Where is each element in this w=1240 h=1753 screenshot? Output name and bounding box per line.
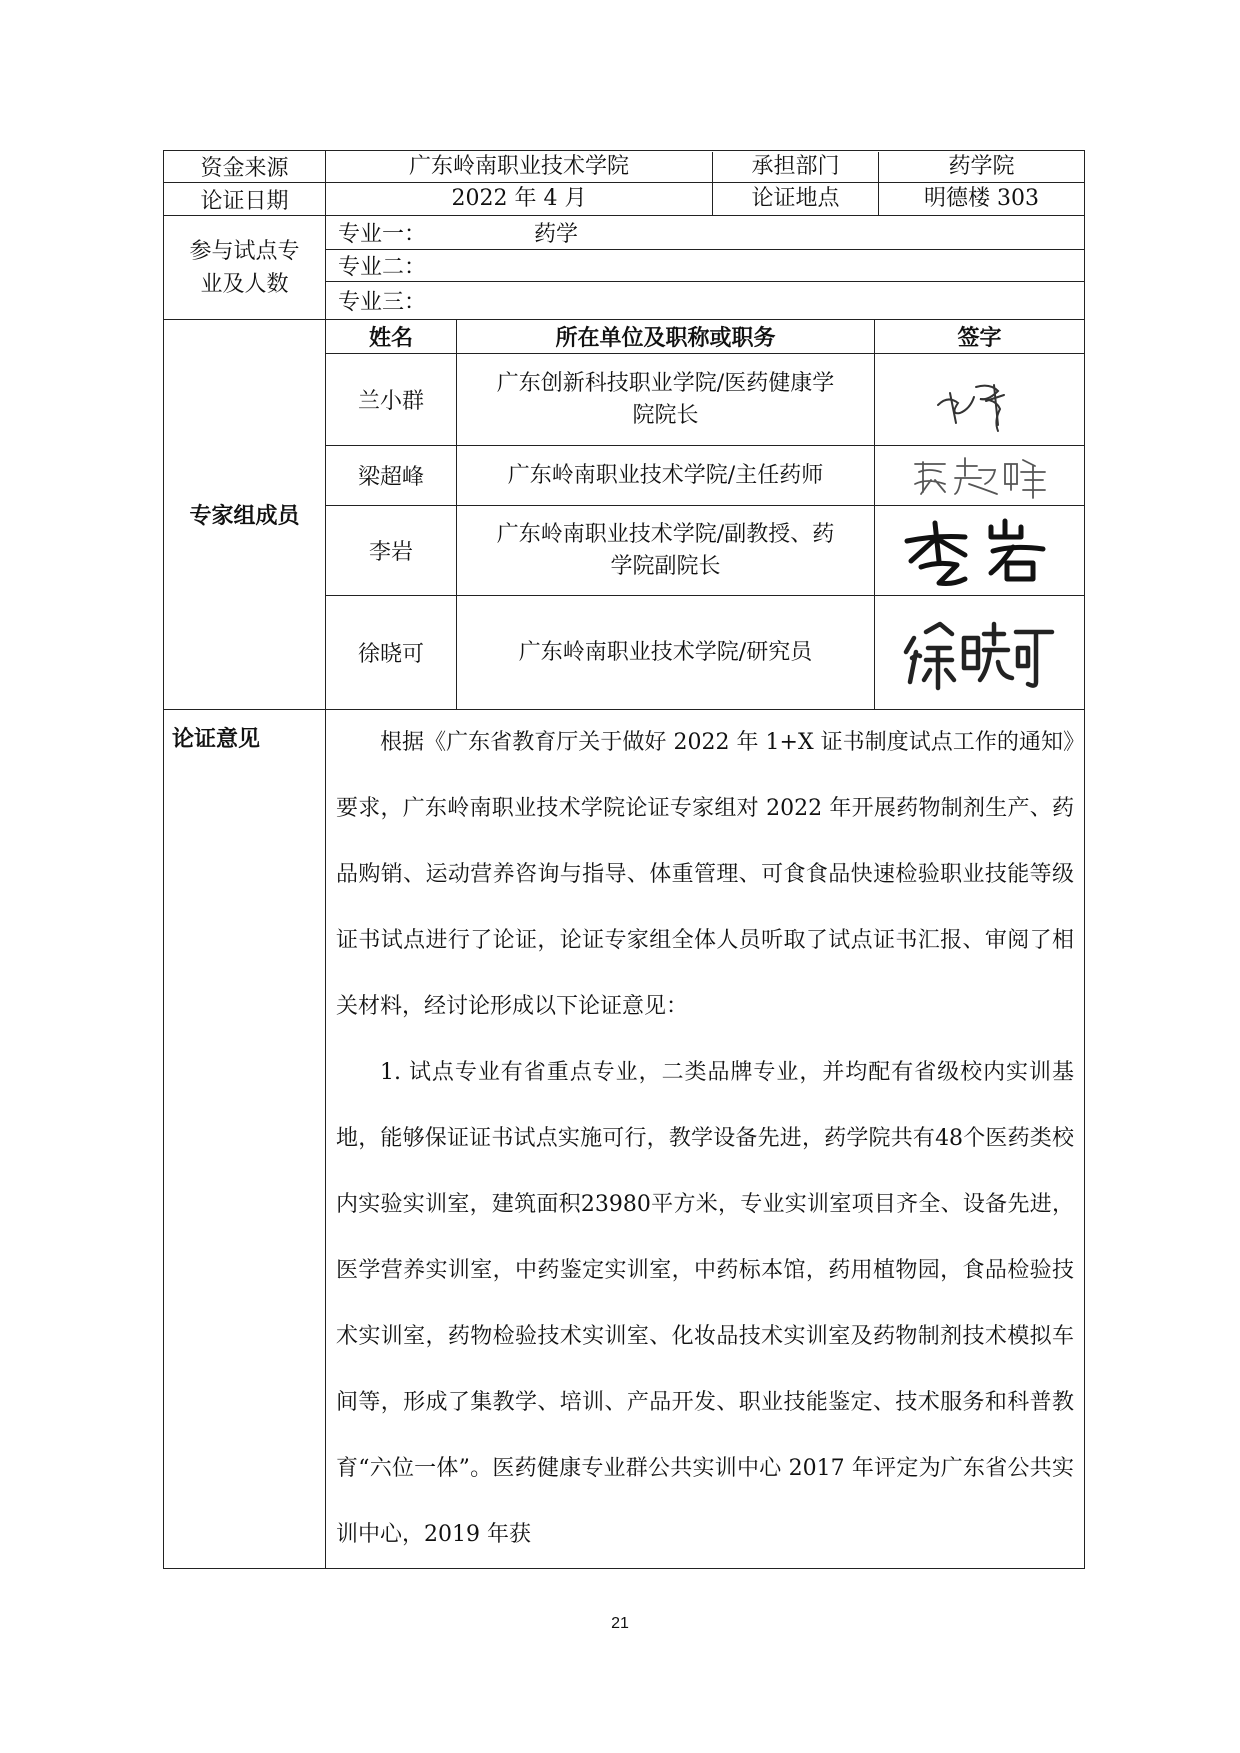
place-value: 明德楼 303: [924, 186, 1039, 211]
date-value: 2022 年 4 月: [326, 183, 713, 215]
page-number: 21: [611, 1615, 629, 1632]
signature-cell: [875, 596, 1085, 710]
opinion-paragraph: 根据《广东省教育厅关于做好 2022 年 1+X 证书制度试点工作的通知》要求，广东岭南职业技术学院论证专家组对 2022 年开展药物制剂生产、药品购销、运动营养咨询与指导、体重管理、可食食品快速检验职业技能等级证书试点进行了论证，论证专家组全体人员听取了试点证书汇报、审阅了相关材料，经讨论形成以下论证意见：: [336, 730, 1074, 1019]
header-name: 姓名: [326, 320, 457, 354]
expert-unit: 广东岭南职业技术学院/主任药师: [457, 446, 875, 506]
expert-name: 梁超峰: [326, 446, 457, 506]
expert-unit: 广东创新科技职业学院/医药健康学 院院长: [457, 354, 875, 446]
major-item-3: 专业三：: [326, 282, 1085, 320]
funding-value: 广东岭南职业技术学院: [326, 152, 713, 182]
opinion-paragraph: 1. 试点专业有省重点专业，二类品牌专业，并均配有省级校内实训基地，能够保证证书试点实施可行，教学设备先进，药学院共有48个医药类校内实验实训室，建筑面积23980平方米，专业实训室项目齐全、设备先进，医学营养实训室，中药鉴定实训室，中药标本馆，药用植物园，食品检验技术实训室，药物检验技术实训室、化妆品技术实训室及药物制剂技术模拟车间等，形成了集教学、培训、产品开发、职业技能鉴定、技术服务和科普教育“六位一体”。医药健康专业群公共实训中心 2017 年评定为广东省公共实训中心，2019 年获: [336, 1060, 1074, 1547]
date-row: [164, 183, 1085, 216]
signature-cell: [875, 354, 1085, 446]
signature-image: [900, 608, 1060, 698]
major-row-1: [164, 216, 1085, 250]
expert-unit: 广东岭南职业技术学院/研究员: [457, 596, 875, 710]
signature-image: [905, 450, 1055, 502]
signature-image: [920, 365, 1040, 435]
funding-row: [164, 151, 1085, 183]
date-label: 论证日期: [164, 183, 326, 216]
expert-name: 徐晓可: [326, 596, 457, 710]
signature-cell: [875, 506, 1085, 596]
header-unit: 所在单位及职称或职务: [457, 320, 875, 354]
dept-label: 承担部门: [713, 152, 879, 182]
majors-label: 参与试点专 业及人数: [164, 216, 326, 320]
experts-header-row: [164, 320, 1085, 354]
opinion-row: [164, 710, 1085, 1569]
major-item-1: 专业一： 药学: [326, 216, 1085, 250]
opinion-content: [326, 710, 1085, 1569]
opinion-label: 论证意见: [164, 710, 326, 1569]
experts-label: 专家组成员: [164, 320, 326, 710]
expert-name: 李岩: [326, 506, 457, 596]
major-item-2: 专业二：: [326, 250, 1085, 282]
certification-form: [163, 150, 1085, 1569]
dept-value: 药学院: [948, 153, 1015, 179]
signature-cell: [875, 446, 1085, 506]
place-label: 论证地点: [713, 183, 879, 215]
expert-name: 兰小群: [326, 354, 457, 446]
signature-image: [895, 511, 1065, 591]
expert-unit: 广东岭南职业技术学院/副教授、药 学院副院长: [457, 506, 875, 596]
funding-label: 资金来源: [164, 151, 326, 183]
header-sign: 签字: [875, 320, 1085, 354]
